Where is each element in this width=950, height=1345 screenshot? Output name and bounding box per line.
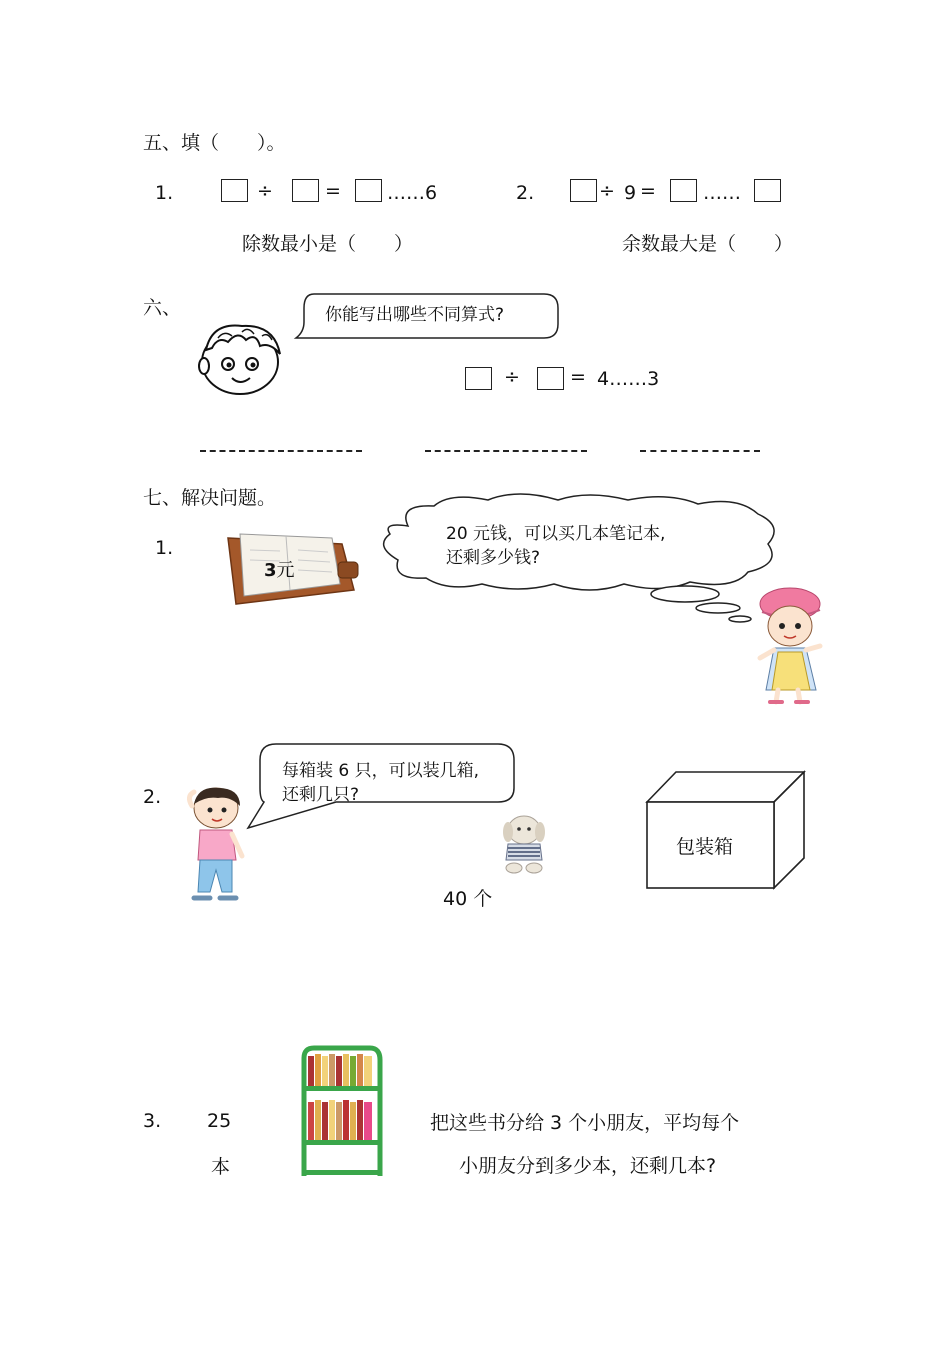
boy-face-illustration	[198, 318, 288, 398]
answer-box[interactable]	[537, 367, 564, 390]
toy-count: 40 个	[443, 888, 493, 910]
divisor-value: 9	[624, 182, 637, 204]
answer-line[interactable]	[640, 450, 760, 452]
section7-title: 七、解决问题。	[143, 487, 277, 509]
remainder-text: ……6	[387, 182, 438, 204]
bubble-text-line1: 每箱装 6 只，可以装几箱,	[282, 761, 480, 781]
q1-note: 除数最小是（ ）	[242, 233, 414, 255]
answer-box[interactable]	[465, 367, 492, 390]
q3-text-line1: 把这些书分给 3 个小朋友，平均每个	[430, 1112, 740, 1134]
price-unit: 元	[276, 560, 295, 581]
divide-sign: ÷	[599, 180, 615, 202]
answer-box[interactable]	[754, 179, 781, 202]
price-value: 3	[264, 560, 277, 581]
plush-toy-illustration	[494, 814, 554, 874]
q2-number: 2.	[143, 786, 162, 808]
bubble-text: 你能写出哪些不同算式?	[325, 305, 505, 325]
answer-line[interactable]	[425, 450, 587, 452]
answer-box[interactable]	[221, 179, 248, 202]
equals-sign: =	[640, 180, 656, 202]
book-count-number: 25	[207, 1110, 232, 1132]
section6-title: 六、	[143, 297, 182, 319]
equals-sign: =	[325, 180, 341, 202]
section5-title: 五、填（ ）。	[143, 132, 286, 154]
equals-sign: =	[570, 366, 586, 388]
q1-number: 1.	[155, 182, 174, 204]
box-label: 包装箱	[676, 836, 734, 858]
price-tag	[264, 556, 295, 582]
bubble-text-line2: 还剩几只?	[282, 785, 360, 805]
book-count-unit: 本	[211, 1156, 231, 1178]
boy-illustration	[182, 786, 252, 906]
q3-number: 3.	[143, 1110, 162, 1132]
q3-text-line2: 小朋友分到多少本，还剩几本?	[459, 1155, 717, 1177]
packing-box-illustration	[640, 764, 810, 894]
answer-box[interactable]	[570, 179, 597, 202]
answer-box[interactable]	[670, 179, 697, 202]
q1-number: 1.	[155, 537, 174, 559]
cloud-text-line2: 还剩多少钱?	[446, 548, 541, 568]
cloud-text-line1: 20 元钱，可以买几本笔记本,	[446, 524, 666, 544]
result-text: 4……3	[597, 368, 660, 390]
answer-box[interactable]	[292, 179, 319, 202]
q2-note: 余数最大是（ ）	[622, 233, 794, 255]
divide-sign: ÷	[504, 366, 520, 388]
thought-cloud	[378, 490, 788, 630]
answer-box[interactable]	[355, 179, 382, 202]
q2-number: 2.	[516, 182, 535, 204]
divide-sign: ÷	[257, 180, 273, 202]
girl-illustration	[754, 586, 829, 706]
remainder-text: ……	[703, 182, 741, 204]
bookshelf-illustration	[300, 1046, 382, 1178]
answer-line[interactable]	[200, 450, 362, 452]
